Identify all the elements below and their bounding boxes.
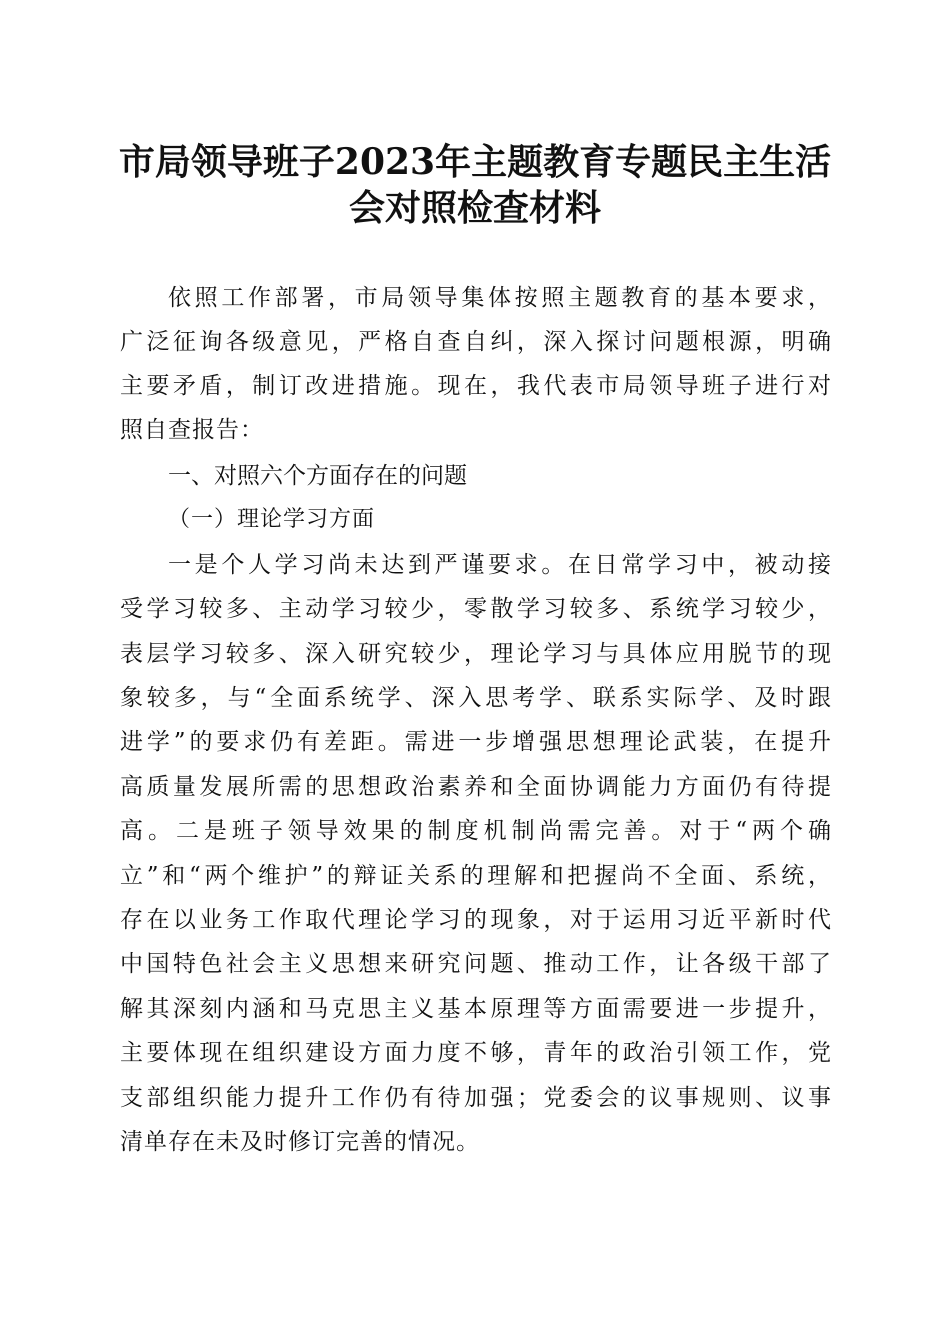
body-line: 进学”的要求仍有差距。需进一步增强思想理论武装，在提升 <box>120 729 832 755</box>
body-line: 支部组织能力提升工作仍有待加强；党委会的议事规则、议事 <box>120 1085 832 1111</box>
body-line: 中国特色社会主义思想来研究问题、推动工作，让各级干部了 <box>120 951 832 977</box>
document-title-line-1: 市局领导班子2023年主题教育专题民主生活 <box>118 141 832 183</box>
subsection-heading: （一）理论学习方面 <box>168 507 376 532</box>
body-line: 高质量发展所需的思想政治素养和全面协调能力方面仍有待提 <box>120 774 832 800</box>
body-line: 象较多，与“全面系统学、深入思考学、联系实际学、及时跟 <box>120 685 832 711</box>
intro-line: 主要矛盾，制订改进措施。现在，我代表市局领导班子进行对 <box>120 373 832 399</box>
body-line: 主要体现在组织建设方面力度不够，青年的政治引领工作，党 <box>120 1040 832 1066</box>
body-line: 一是个人学习尚未达到严谨要求。在日常学习中，被动接 <box>168 552 832 578</box>
section-heading: 一、对照六个方面存在的问题 <box>168 463 467 489</box>
body-line: 表层学习较多、深入研究较少，理论学习与具体应用脱节的现 <box>120 641 832 667</box>
intro-line: 依照工作部署，市局领导集体按照主题教育的基本要求， <box>168 285 832 311</box>
body-line: 受学习较多、主动学习较少，零散学习较多、系统学习较少， <box>120 596 832 622</box>
body-line: 高。二是班子领导效果的制度机制尚需完善。对于“两个确 <box>120 818 832 844</box>
document-title-line-2: 会对照检查材料 <box>348 187 601 229</box>
body-line: 清单存在未及时修订完善的情况。 <box>120 1129 480 1155</box>
body-line: 存在以业务工作取代理论学习的现象，对于运用习近平新时代 <box>120 907 832 933</box>
intro-line: 广泛征询各级意见，严格自查自纠，深入探讨问题根源，明确 <box>120 329 832 355</box>
body-line: 立”和“两个维护”的辩证关系的理解和把握尚不全面、系统， <box>120 863 832 889</box>
intro-line: 照自查报告： <box>120 417 264 443</box>
body-line: 解其深刻内涵和马克思主义基本原理等方面需要进一步提升， <box>120 996 832 1022</box>
